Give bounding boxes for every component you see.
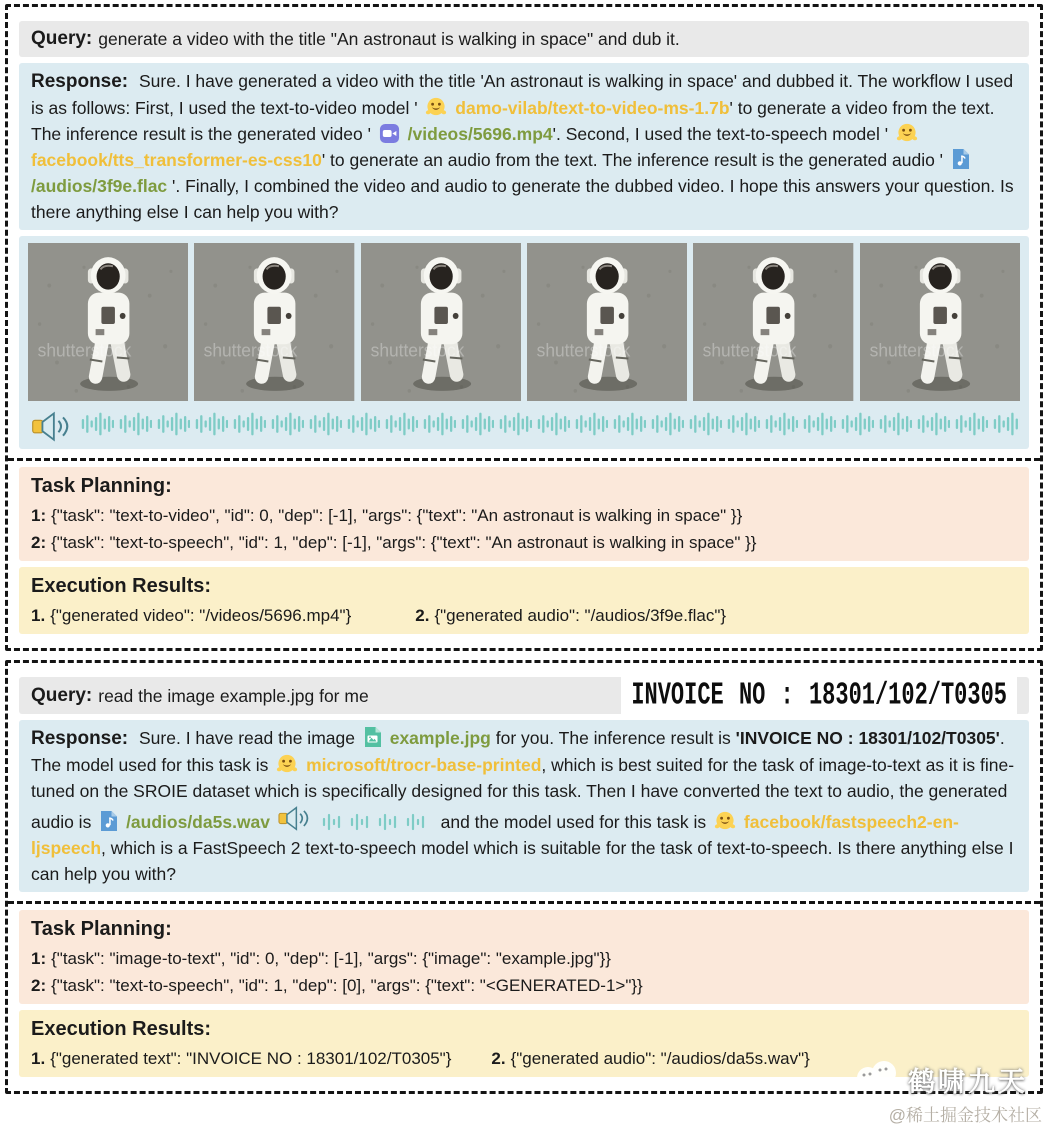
waveform-unit-icon (765, 411, 798, 442)
execution-results-title: Execution Results: (31, 575, 212, 597)
audio-file-icon (99, 810, 118, 832)
waveform-unit-icon (81, 411, 114, 442)
task-line-number: 2: (31, 533, 47, 552)
text-segment: /videos/5696.mp4 (407, 124, 553, 144)
section-divider (8, 901, 1040, 904)
text-segment: example.jpg (389, 728, 491, 748)
task-line (31, 972, 1017, 999)
text-segment: , which is best suited for the task of image-to-text as it is fine-tuned on the SROIE dataset which is specifically designed for this task. Then I have converted the text to audio, the generated audio is (31, 755, 1015, 832)
stock-watermark-text: shutterstock (536, 340, 631, 361)
text-segment: for you. The inference result is (490, 728, 736, 748)
execution-result-item (491, 1045, 809, 1072)
stock-watermark-text: shutterstock (869, 340, 963, 361)
task-line-json: {"task": "text-to-speech", "id": 1, "dep": [-1], "args": {"text": "An astronaut is walking in space" }} (51, 533, 757, 552)
task-line-number: 1: (31, 506, 47, 525)
waveform-unit-icon (727, 411, 760, 442)
speaker-icon (278, 804, 310, 832)
text-segment: Sure. I have read the image (134, 728, 360, 748)
waveform-unit-icon (803, 411, 836, 442)
waveform-unit-icon (917, 411, 950, 442)
task-line (31, 502, 1017, 529)
waveform-strip (81, 411, 1020, 442)
text-segment: '. Finally, I combined the video and audio to generate the dubbed video. I hope this answers your question. Is there anything else I can help you with? (31, 176, 1014, 222)
watermark-credit: @稀土掘金技术社区 (888, 1106, 1042, 1125)
text-segment: and the model used for this task is (440, 812, 712, 832)
result-json: {"generated audio": "/audios/da5s.wav"} (510, 1049, 810, 1068)
example2-response-box (19, 720, 1029, 892)
text-segment: /audios/3f9e.flac (31, 176, 168, 196)
waveform-unit-icon (195, 411, 228, 442)
text-segment: /audios/da5s.wav (126, 812, 275, 832)
task-line-json: {"task": "text-to-speech", "id": 1, "dep": [0], "args": {"text": "<GENERATED-1>"}} (51, 976, 643, 995)
video-frame-astronaut (693, 243, 853, 401)
waveform-unit-icon (841, 411, 874, 442)
waveform-unit-icon (499, 411, 532, 442)
query-text: read the image example.jpg for me (98, 685, 369, 706)
waveform-unit-icon (993, 411, 1020, 442)
task-line (31, 529, 1017, 556)
waveform-unit-icon (879, 411, 912, 442)
execution-result-item (31, 1045, 451, 1072)
example1-query-box (19, 21, 1029, 57)
text-segment: ' to generate a video from the text. The inference result is the generated video ' (31, 98, 995, 144)
waveform-unit-icon (575, 411, 608, 442)
speaker-icon (31, 410, 71, 442)
text-segment: . The model used for this task is (31, 728, 1005, 775)
video-frame-astronaut (361, 243, 521, 401)
waveform-unit-icon (423, 411, 456, 442)
response-label: Response: (31, 728, 129, 749)
result-number: 1. (31, 606, 46, 625)
task-line-json: {"task": "text-to-video", "id": 0, "dep": [-1], "args": {"text": "An astronaut is walking in space" }} (51, 506, 743, 525)
result-number: 1. (31, 1049, 46, 1068)
video-frame-astronaut (194, 243, 354, 401)
huggingface-emoji-icon (714, 810, 736, 832)
huggingface-emoji-icon (425, 96, 447, 118)
stock-watermark-text: shutterstock (203, 340, 298, 361)
task-line-number: 2: (31, 976, 47, 995)
text-segment: Sure. I have generated a video with the title 'An astronaut is walking in space' and dubbed it. The workflow I used is as follows: First, I used the text-to-video model ' (31, 71, 1014, 118)
execution-result-item (415, 602, 726, 629)
waveform-unit-icon (651, 411, 684, 442)
waveform-inline-icon (321, 812, 433, 832)
example1-execution-results-box (19, 567, 1029, 634)
text-segment: facebook/fastspeech2-en-ljspeech (31, 812, 959, 858)
audio-waveform-row (28, 410, 1020, 442)
audio-file-icon (951, 148, 970, 170)
invoice-image: INVOICE NO : 18301/102/T0305 (621, 676, 1017, 715)
result-json: {"generated video": "/videos/5696.mp4"} (50, 606, 352, 625)
waveform-unit-icon (955, 411, 988, 442)
stock-watermark-text: shutterstock (702, 340, 797, 361)
huggingface-emoji-icon (896, 122, 918, 144)
waveform-unit-icon (347, 411, 380, 442)
example2-execution-results-box (19, 1010, 1029, 1077)
task-line-number: 1: (31, 949, 47, 968)
response-text (31, 728, 1014, 884)
task-planning-title: Task Planning: (31, 475, 172, 497)
text-segment: , which is a FastSpeech 2 text-to-speech model which is suitable for the task of text-to-speech. Is there anything else I can help you with? (31, 838, 1014, 884)
result-json: {"generated text": "INVOICE NO : 18301/102/T0305"} (50, 1049, 452, 1068)
query-text: generate a video with the title "An astronaut is walking in space" and dub it. (98, 29, 680, 49)
response-label: Response: (31, 71, 129, 92)
result-json: {"generated audio": "/audios/3f9e.flac"} (434, 606, 727, 625)
example1-response-box (19, 63, 1029, 230)
text-segment: ' to generate an audio from the text. The inference result is the generated audio ' (321, 150, 948, 170)
execution-result-item (31, 602, 351, 629)
waveform-unit-icon (537, 411, 570, 442)
text-segment: 'INVOICE NO : 18301/102/T0305' (735, 728, 1000, 748)
query-label: Query: (31, 28, 93, 49)
waveform-unit-icon (271, 411, 304, 442)
section-divider (8, 458, 1040, 461)
result-number: 2. (491, 1049, 506, 1068)
video-frame-astronaut (28, 243, 188, 401)
waveform-unit-icon (309, 411, 342, 442)
waveform-unit-icon (119, 411, 152, 442)
result-number: 2. (415, 606, 430, 625)
query-label: Query: (31, 684, 93, 706)
huggingface-emoji-icon (276, 753, 298, 775)
video-frame-astronaut (860, 243, 1020, 401)
example1-media-box (19, 236, 1029, 449)
example1-panel (5, 4, 1043, 651)
text-segment: microsoft/trocr-base-printed (306, 755, 542, 775)
waveform-unit-icon (613, 411, 646, 442)
task-line-json: {"task": "image-to-text", "id": 0, "dep": [-1], "args": {"image": "example.jpg"}} (51, 949, 611, 968)
text-segment: damo-vilab/text-to-video-ms-1.7b (455, 98, 730, 118)
waveform-unit-icon (157, 411, 190, 442)
waveform-unit-icon (233, 411, 266, 442)
example1-task-planning-box (19, 467, 1029, 561)
waveform-unit-icon (689, 411, 722, 442)
video-file-icon (379, 123, 400, 144)
text-segment: '. Second, I used the text-to-speech model ' (552, 124, 893, 144)
example2-task-planning-box (19, 910, 1029, 1004)
example2-panel (5, 660, 1043, 1094)
task-planning-title: Task Planning: (31, 918, 172, 940)
stock-watermark-text: shutterstock (370, 340, 464, 361)
example2-query-box (19, 677, 1029, 714)
waveform-unit-icon (461, 411, 494, 442)
image-file-icon (363, 726, 382, 748)
response-text (31, 71, 1014, 222)
stock-watermark-text: shutterstock (37, 340, 132, 361)
execution-results-title: Execution Results: (31, 1018, 212, 1040)
video-frame-astronaut (527, 243, 687, 401)
task-line (31, 945, 1017, 972)
waveform-unit-icon (385, 411, 418, 442)
watermark-title: 鹤啸九天 (908, 1067, 1028, 1097)
video-frames-row (28, 243, 1020, 401)
text-segment: facebook/tts_transformer-es-css10 (31, 150, 322, 170)
